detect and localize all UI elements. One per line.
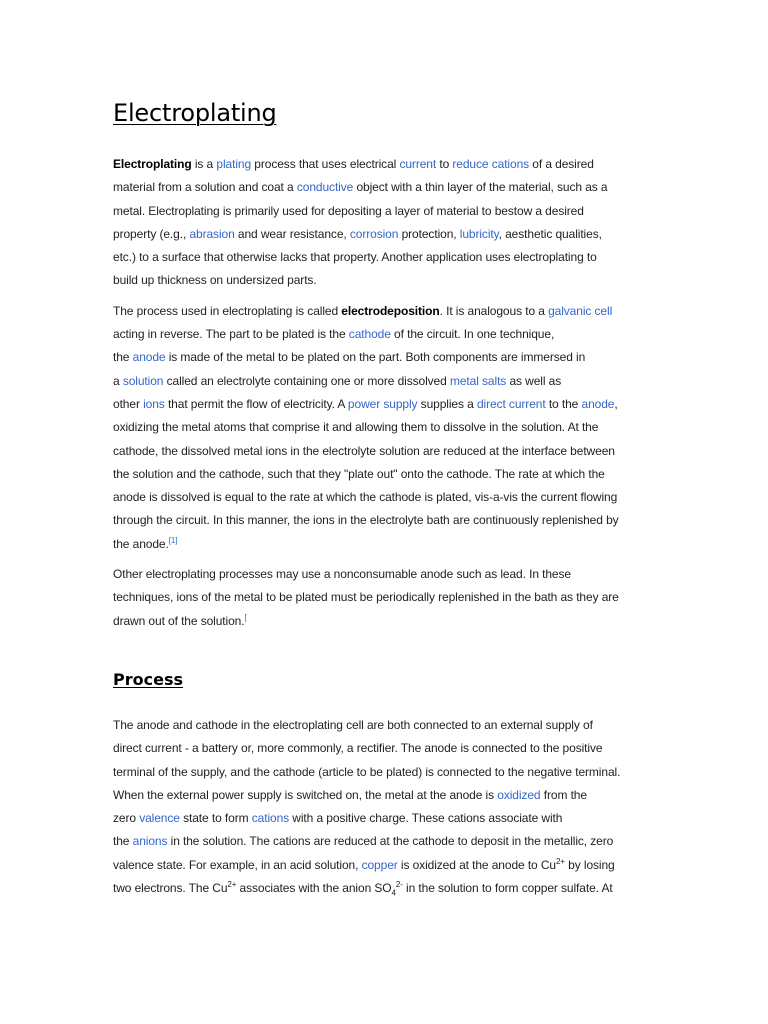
link-solution[interactable]: solution bbox=[122, 373, 164, 388]
text: of a desired bbox=[529, 157, 594, 171]
line bbox=[113, 834, 613, 848]
line: direct current - a battery or, more commonly, a rectifier. The anode is connected to the positive bbox=[113, 741, 603, 756]
line bbox=[113, 227, 602, 241]
text: acting in reverse. The part to be plated is the bbox=[113, 327, 349, 342]
line bbox=[113, 788, 587, 802]
text: material from a solution and coat a bbox=[113, 180, 297, 195]
link-cations[interactable]: cations bbox=[251, 811, 290, 826]
line bbox=[113, 614, 247, 628]
link-plating[interactable]: plating bbox=[216, 157, 252, 171]
line: oxidizing the metal atoms that comprise it and allowing them to dissolve in the solution. At the bbox=[113, 420, 599, 435]
text: by losing bbox=[564, 857, 615, 872]
text: object with a thin layer of the material, such as a bbox=[353, 180, 608, 195]
intro-paragraph bbox=[113, 153, 658, 293]
line: through the circuit. In this manner, the ions in the electrolyte bath are continuously replenished by bbox=[113, 513, 619, 528]
text: state to form bbox=[179, 811, 252, 826]
link-anode-2[interactable]: anode bbox=[581, 396, 615, 411]
section-heading-process: Process bbox=[113, 669, 183, 689]
line: terminal of the supply, and the cathode (article to be plated) is connected to the negative terminal. bbox=[113, 764, 621, 779]
link-direct-current[interactable]: direct current bbox=[476, 396, 546, 411]
link-corrosion[interactable]: corrosion bbox=[349, 226, 399, 241]
nonconsumable-paragraph bbox=[113, 563, 658, 633]
line: the solution and the cathode, such that they "plate out" onto the cathode. The rate at which the bbox=[113, 466, 605, 481]
link-ions[interactable]: ions bbox=[143, 396, 165, 411]
link-galvanic-cell[interactable]: galvanic cell bbox=[548, 303, 613, 318]
process-details-paragraph bbox=[113, 714, 658, 900]
process-paragraph bbox=[113, 300, 658, 556]
line: Other electroplating processes may use a nonconsumable anode such as lead. In these bbox=[113, 567, 571, 582]
text: protection, bbox=[398, 226, 460, 241]
citation-1-link[interactable]: [1] bbox=[168, 535, 178, 545]
text: as well as bbox=[506, 373, 562, 388]
link-valence[interactable]: valence bbox=[139, 811, 180, 826]
link-reduce-cations[interactable]: reduce cations bbox=[452, 157, 530, 171]
text: and wear resistance, bbox=[234, 226, 350, 241]
line: metal. Electroplating is primarily used for depositing a layer of material to bestow a desired bbox=[113, 203, 584, 218]
line bbox=[113, 157, 594, 171]
text: associates with the anion SO bbox=[236, 881, 392, 896]
superscript-charge: 2- bbox=[395, 880, 403, 890]
link-anode[interactable]: anode bbox=[132, 350, 166, 365]
line: cathode, the dissolved metal ions in the electrolyte solution are reduced at the interface between bbox=[113, 443, 615, 458]
text: zero bbox=[113, 811, 140, 826]
text: drawn out of the solution. bbox=[113, 613, 245, 628]
text: , aesthetic qualities, bbox=[498, 226, 602, 241]
text: other bbox=[113, 396, 144, 411]
link-lubricity[interactable]: lubricity bbox=[459, 226, 499, 241]
line bbox=[113, 327, 554, 341]
superscript-charge: 2+ bbox=[227, 880, 237, 890]
line bbox=[113, 304, 612, 318]
text: , bbox=[614, 396, 618, 411]
text: is oxidized at the anode to Cu bbox=[397, 857, 557, 872]
line: The anode and cathode in the electroplating cell are both connected to an external supply of bbox=[113, 717, 593, 732]
text: a bbox=[113, 373, 123, 388]
text: the anode. bbox=[113, 536, 169, 551]
link-current[interactable]: current bbox=[399, 157, 437, 171]
text: the bbox=[113, 350, 133, 365]
line: anode is dissolved is equal to the rate at which the cathode is plated, vis-a-vis the current flowing bbox=[113, 490, 618, 505]
line bbox=[113, 880, 613, 898]
text: property (e.g., bbox=[113, 226, 190, 241]
text: is made of the metal to be plated on the part. Both components are immersed in bbox=[165, 350, 586, 365]
text: to bbox=[436, 157, 453, 171]
link-cathode[interactable]: cathode bbox=[348, 327, 391, 342]
text: process that uses electrical bbox=[251, 157, 400, 171]
text: supplies a bbox=[417, 396, 477, 411]
line bbox=[113, 858, 615, 872]
link-copper[interactable]: copper bbox=[361, 857, 398, 872]
text: is a bbox=[191, 157, 217, 171]
line bbox=[113, 350, 585, 364]
link-oxidized[interactable]: oxidized bbox=[497, 787, 541, 802]
superscript-charge: 2+ bbox=[556, 856, 565, 866]
line: techniques, ions of the metal to be plated must be periodically replenished in the bath as they are bbox=[113, 590, 619, 605]
link-abrasion[interactable]: abrasion bbox=[189, 226, 235, 241]
link-conductive[interactable]: conductive bbox=[296, 180, 354, 195]
bold-term-electroplating: Electroplating bbox=[113, 157, 192, 171]
text: to the bbox=[545, 396, 582, 411]
text: from the bbox=[540, 787, 587, 802]
text: of the circuit. In one technique, bbox=[390, 327, 555, 342]
citation-link[interactable]: [ bbox=[244, 612, 247, 622]
line: etc.) to a surface that otherwise lacks that property. Another application uses electroplating to bbox=[113, 250, 597, 265]
text: two electrons. The Cu bbox=[113, 881, 228, 896]
link-metal-salts[interactable]: metal salts bbox=[449, 373, 507, 388]
text: the bbox=[113, 834, 133, 849]
line bbox=[113, 537, 177, 551]
text: that permit the flow of electricity. A bbox=[164, 396, 348, 411]
text: with a positive charge. These cations associate with bbox=[289, 811, 563, 826]
text: . It is analogous to a bbox=[439, 303, 549, 318]
text: in the solution to form copper sulfate. At bbox=[402, 881, 613, 896]
bold-term-electrodeposition: electrodeposition bbox=[341, 303, 440, 318]
text: called an electrolyte containing one or more dissolved bbox=[163, 373, 450, 388]
link-anions[interactable]: anions bbox=[132, 834, 168, 849]
text: The process used in electroplating is called bbox=[113, 303, 342, 318]
line bbox=[113, 397, 618, 411]
page-title: Electroplating bbox=[113, 99, 277, 127]
link-power-supply[interactable]: power supply bbox=[347, 396, 418, 411]
subscript-4: 4 bbox=[391, 888, 396, 898]
text: in the solution. The cations are reduced at the cathode to deposit in the metallic, zero bbox=[167, 834, 614, 849]
line bbox=[113, 811, 562, 825]
line bbox=[113, 180, 607, 194]
line: build up thickness on undersized parts. bbox=[113, 273, 317, 288]
text: valence state. For example, in an acid solution, bbox=[113, 857, 362, 872]
article bbox=[113, 96, 658, 900]
line bbox=[113, 374, 561, 388]
text: When the external power supply is switched on, the metal at the anode is bbox=[113, 787, 498, 802]
